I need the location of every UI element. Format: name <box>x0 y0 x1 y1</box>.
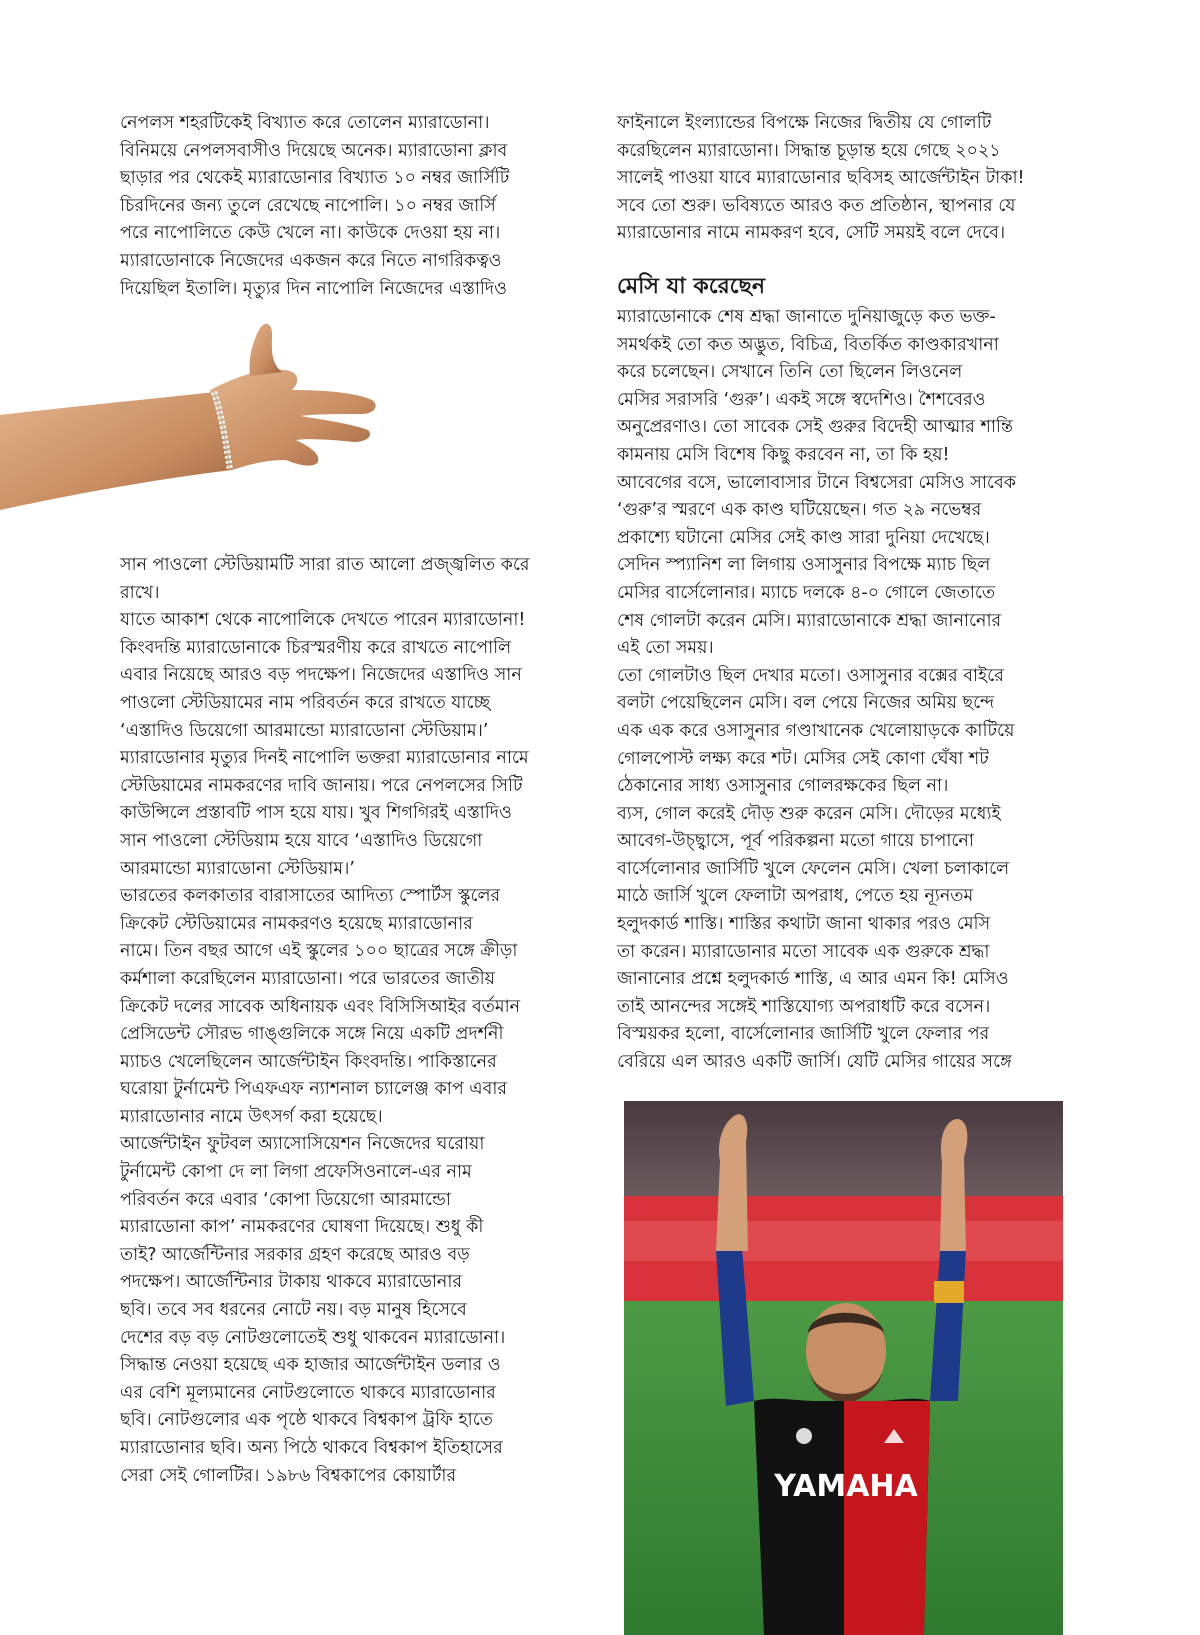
jersey-text: YAMAHA <box>774 1469 918 1504</box>
player-photo-illustration <box>624 1101 1063 1635</box>
player-photo <box>624 1101 1063 1635</box>
hand-illustration <box>0 320 400 535</box>
section-heading: মেসি যা করেছেন <box>617 274 765 299</box>
article-paragraph-right-top: ফাইনালে ইংল্যান্ডের বিপক্ষে নিজের দ্বিতীয় যে গোলটি করেছিলেন ম্যারাডোনা। সিদ্ধান্ত চূড়ান্ত হয়ে গেছে ২০২১ সালেই পাওয়া যাবে ম্যারাডোনার ছবিসহ আর্জেন্টাইন টাকা! সবে তো শুরু। ভবিষ্যতে আরও কত প্রতিষ্ঠান, স্থাপনার যে ম্যারাডোনার নামে নামকরণ হবে, সেটি সময়ই বলে দেবে। <box>617 113 1025 244</box>
article-paragraph-right-main: ম্যারাডোনাকে শেষ শ্রদ্ধা জানাতে দুনিয়াজুড়ে কত ভক্ত- সমর্থকই তো কত অদ্ভুত, বিচিত্র, বিতর্কিত কাণ্ডকারখানা করে চলেছেন। সেখানে তিনি তো ছিলেন লিওনেল মেসির সরাসরি ‘গুরু’। একই সঙ্গে স্বদেশিও। শৈশবেরও অনুপ্রেরণাও। তো সাবেক সেই গুরুর বিদেহী আত্মার শান্তি কামনায় মেসি বিশেষ কিছু করবেন না, তা কি হয়! আবেগের বসে, ভালোবাসার টানে বিশ্বসেরা মেসিও সাবেক ‘গুরু’র স্মরণে এক কাণ্ড ঘটিয়েছেন। গত ২৯ নভেম্বর প্রকাশ্যে ঘটানো মেসির সেই কাণ্ড সারা দুনিয়া দেখেছে। সেদিন স্প্যানিশ লা লিগায় ওসাসুনার বিপক্ষে ম্যাচ ছিল মেসির বার্সেলোনার। ম্যাচে দলকে ৪-০ গোলে জেতাতে শেষ গোলটা করেন মেসি। ম্যারাডোনাকে শ্রদ্ধা জানানোর এই তো সময়। তো গোলটাও ছিল দেখার মতো। ওসাসুনার বক্সের বাইরে বলটা পেয়েছিলেন মেসি। বল পেয়ে নিজের অমিয় ছন্দে এক এক করে ওসাসুনার গণ্ডাখানেক খেলোয়াড়কে কাটিয়ে গোলপোস্ট লক্ষ্য করে শট। মেসির সেই কোণা ঘেঁষা শট ঠেকানোর সাধ্য ওসাসুনার গোলরক্ষকের ছিল না। ব্যস, গোল করেই দৌড় শুরু করেন মেসি। দৌড়ের মধ্যেই আবেগ-উচ্ছ্বাসে, পূর্ব পরিকল্পনা মতো গায়ে চাপানো বার্সেলোনার জার্সিটি খুলে ফেলেন মেসি। খেলা চলাকালে মাঠে জার্সি খুলে ফেলাটা অপরাধ, পেতে হয় ন্যূনতম হলুদকার্ড শাস্তি। শাস্তির কথাটা জানা থাকার পরও মেসি তা করেন। ম্যারাডোনার মতো সাবেক এক গুরুকে শ্রদ্ধা জানানোর প্রশ্নে হলুদকার্ড শাস্তি, এ আর এমন কি! মেসিও তাই আনন্দের সঙ্গেই শাস্তিযোগ্য অপরাধটি করে বসেন। বিস্ময়কর হলো, বার্সেলোনার জার্সিটি খুলে ফেলার পর বেরিয়ে এল আরও একটি জার্সি। যেটি মেসির গায়ের সঙ্গে <box>617 307 1016 1073</box>
article-paragraph-left-top: নেপলস শহরটিকেই বিখ্যাত করে তোলেন ম্যারাডোনা। বিনিময়ে নেপলসবাসীও দিয়েছে অনেক। ম্যারাডোনা ক্লাব ছাড়ার পর থেকেই ম্যারাডোনার বিখ্যাত ১০ নম্বর জার্সিটি চিরদিনের জন্য তুলে রেখেছে নাপোলি। ১০ নম্বর জার্সি পরে নাপোলিতে কেউ খেলে না। কাউকে দেওয়া হয় না। ম্যারাডোনাকে নিজেদের একজন করে নিতে নাগরিকত্বও দিয়েছিল ইতালি। মৃত্যুর দিন নাপোলি নিজেদের এস্তাদিও <box>120 113 510 299</box>
article-paragraph-left-main: সান পাওলো স্টেডিয়ামটি সারা রাত আলো প্রজ্জ্বলিত করে রাখে। যাতে আকাশ থেকে নাপোলিকে দেখতে পারেন ম্যারাডোনা! কিংবদন্তি ম্যারাডোনাকে চিরস্মরণীয় করে রাখতে নাপোলি এবার নিয়েছে আরও বড় পদক্ষেপ। নিজেদের এস্তাদিও সান পাওলো স্টেডিয়ামের নাম পরিবর্তন করে রাখতে যাচ্ছে ‘এস্তাদিও ডিয়েগো আরমান্ডো ম্যারাডোনা স্টেডিয়াম।’ ম্যারাডোনার মৃত্যুর দিনই নাপোলি ভক্তরা ম্যারাডোনার নামে স্টেডিয়ামের নামকরণের দাবি জানায়। পরে নেপলসের সিটি কাউন্সিলে প্রস্তাবটি পাস হয়ে যায়। খুব শিগগিরই এস্তাদিও সান পাওলো স্টেডিয়াম হয়ে যাবে ‘এস্তাদিও ডিয়েগো আরমান্ডো ম্যারাডোনা স্টেডিয়াম।’ ভারতের কলকাতার বারাসাতের আদিত্য স্পোর্টস স্কুলের ক্রিকেট স্টেডিয়ামের নামকরণও হয়েছে ম্যারাডোনার নামে। তিন বছর আগে এই স্কুলের ১০০ ছাত্রের সঙ্গে ক্রীড়া কর্মশালা করেছিলেন ম্যারাডোনা। পরে ভারতের জাতীয় ক্রিকেট দলের সাবেক অধিনায়ক এবং বিসিসিআইর বর্তমান প্রেসিডেন্ট সৌরভ গাঙ্গুলিকে সঙ্গে নিয়ে একটি প্রদর্শনী ম্যাচও খেলেছিলেন আর্জেন্টাইন কিংবদন্তি। পাকিস্তানের ঘরোয়া টুর্নামেন্ট পিএফএফ ন্যাশনাল চ্যালেঞ্জ কাপ এবার ম্যারাডোনার নামে উৎসর্গ করা হয়েছে। আর্জেন্টাইন ফুটবল অ্যাসোসিয়েশন নিজেদের ঘরোয়া টুর্নামেন্ট কোপা দে লা লিগা প্রফেসিওনালে-এর নাম পরিবর্তন করে এবার ‘কোপা ডিয়েগো আরমান্ডো ম্যারাডোনা কাপ’ নামকরণের ঘোষণা দিয়েছে। শুধু কী তাই? আর্জেন্টিনার সরকার গ্রহণ করেছে আরও বড় পদক্ষেপ। আর্জেন্টিনার টাকায় থাকবে ম্যারাডোনার ছবি। তবে সব ধরনের নোটে নয়। বড় মানুষ হিসেবে দেশের বড় বড় নোটগুলোতেই শুধু থাকবেন ম্যারাডোনা। সিদ্ধান্ত নেওয়া হয়েছে এক হাজার আর্জেন্টাইন ডলার ও এর বেশি মূল্যমানের নোটগুলোতে থাকবে ম্যারাডোনার ছবি। নোটগুলোর এক পৃষ্ঠে থাকবে বিশ্বকাপ ট্রফি হাতে ম্যারাডোনার ছবি। অন্য পিঠে থাকবে বিশ্বকাপ ইতিহাসের সেরা সেই গোলটির। ১৯৮৬ বিশ্বকাপের কোয়ার্টার <box>120 555 530 1486</box>
